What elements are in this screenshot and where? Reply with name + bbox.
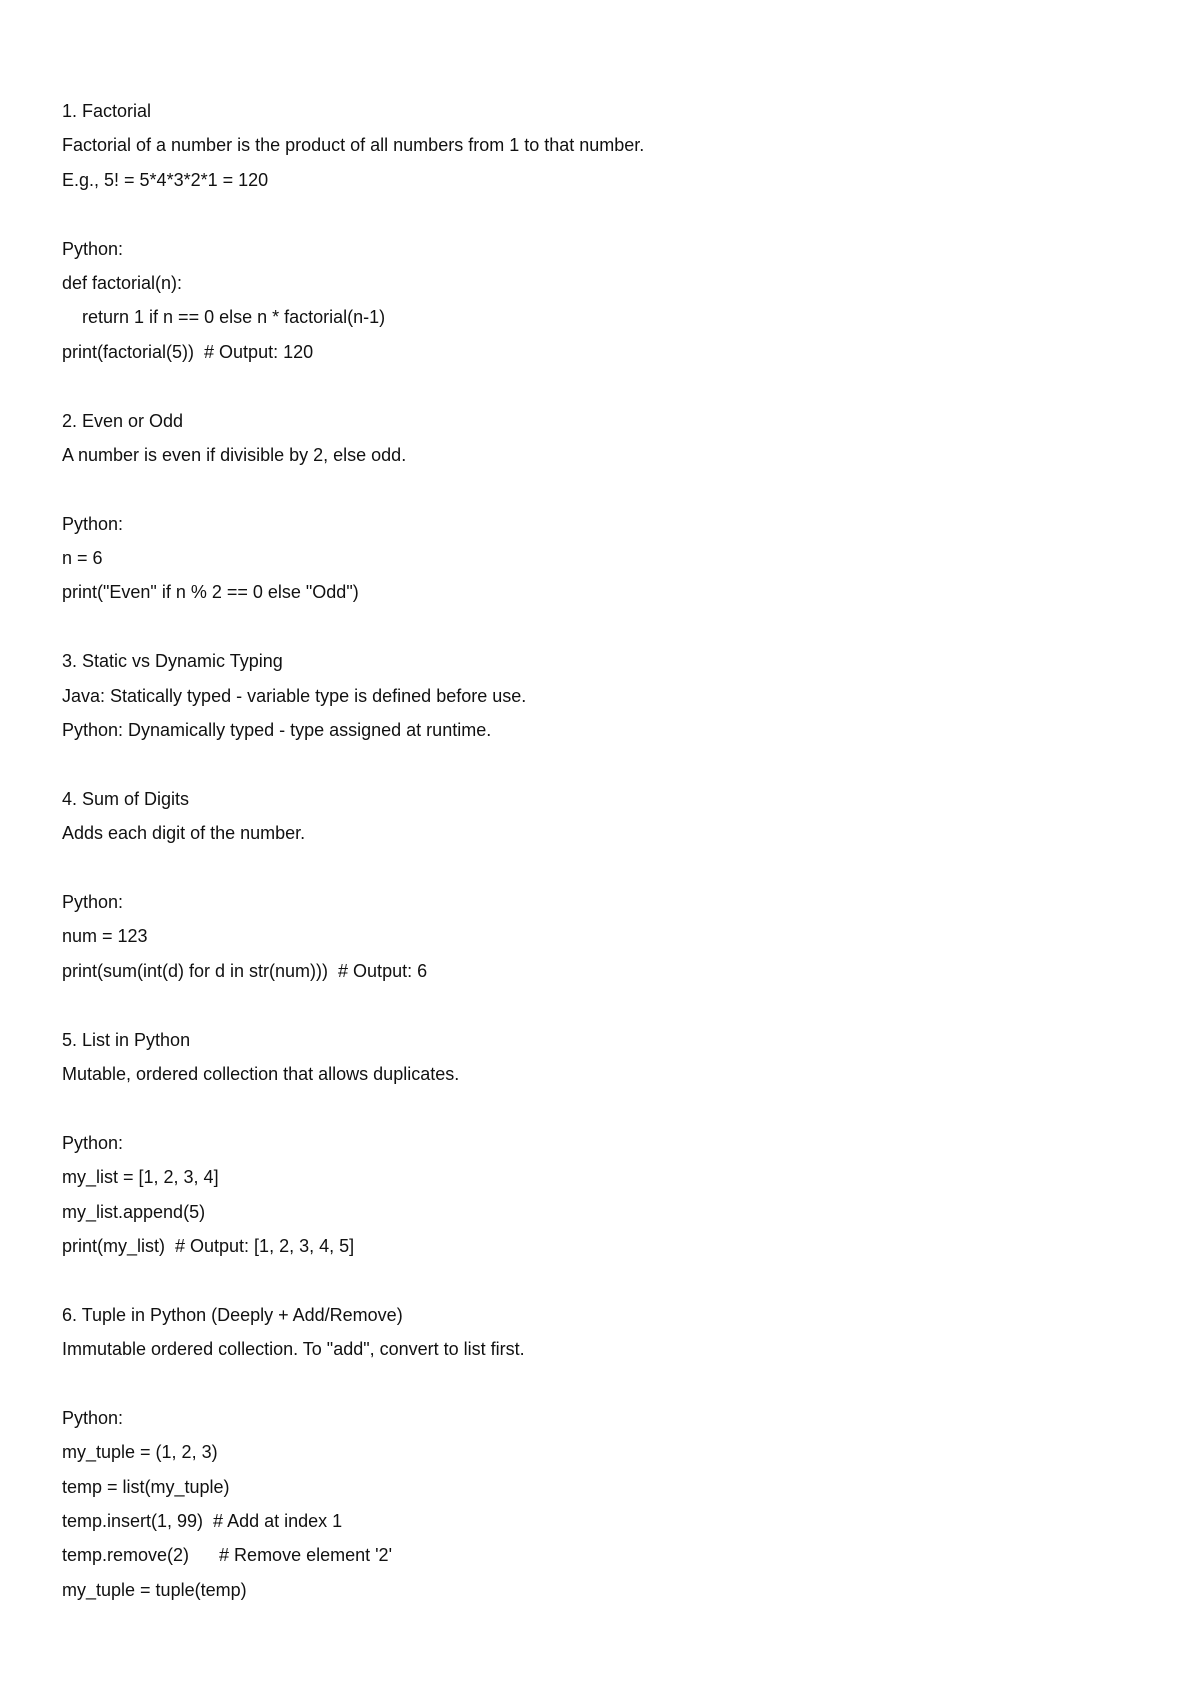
section-description: Factorial of a number is the product of all numbers from 1 to that number. [62,135,645,156]
code-line: my_tuple = tuple(temp) [62,1579,247,1600]
code-line: n = 6 [62,548,103,569]
document-body [62,94,1142,1607]
blank-line [62,1091,1142,1125]
section-description: Mutable, ordered collection that allows duplicates. [62,1063,460,1084]
blank-line [62,610,1142,644]
blank-line [62,851,1142,885]
section-heading: 3. Static vs Dynamic Typing [62,651,283,672]
blank-line [62,747,1142,781]
section-heading: 6. Tuple in Python (Deeply + Add/Remove) [62,1304,403,1325]
code-line: return 1 if n == 0 else n * factorial(n-1) [62,307,386,328]
code-line: my_tuple = (1, 2, 3) [62,1442,218,1463]
section-heading: 5. List in Python [62,1029,191,1050]
code-line: num = 123 [62,926,148,947]
code-label: Python: [62,513,124,534]
code-line: print(factorial(5)) # Output: 120 [62,341,314,362]
section-description: E.g., 5! = 5*4*3*2*1 = 120 [62,169,269,190]
blank-line [62,369,1142,403]
section-description: Immutable ordered collection. To "add", convert to list first. [62,1339,525,1360]
code-label: Python: [62,238,124,259]
code-line: print("Even" if n % 2 == 0 else "Odd") [62,582,359,603]
section-description: A number is even if divisible by 2, else odd. [62,444,407,465]
code-line: my_list = [1, 2, 3, 4] [62,1167,219,1188]
section-description: Adds each digit of the number. [62,823,306,844]
code-line: temp.insert(1, 99) # Add at index 1 [62,1511,343,1532]
code-line: my_list.append(5) [62,1201,206,1222]
code-label: Python: [62,1407,124,1428]
code-line: temp.remove(2) # Remove element '2' [62,1545,393,1566]
section-description: Java: Statically typed - variable type is defined before use. [62,685,527,706]
blank-line [62,988,1142,1022]
code-line: temp = list(my_tuple) [62,1476,230,1497]
section-heading: 4. Sum of Digits [62,788,190,809]
blank-line [62,472,1142,506]
section-heading: 2. Even or Odd [62,410,184,431]
blank-line [62,197,1142,231]
blank-line [62,1366,1142,1400]
code-line: print(sum(int(d) for d in str(num))) # Output: 6 [62,960,428,981]
code-label: Python: [62,891,124,912]
section-description: Python: Dynamically typed - type assigned at runtime. [62,720,492,741]
code-line: print(my_list) # Output: [1, 2, 3, 4, 5] [62,1235,355,1256]
blank-line [62,1263,1142,1297]
code-line: def factorial(n): [62,272,183,293]
section-heading: 1. Factorial [62,101,152,121]
code-label: Python: [62,1132,124,1153]
